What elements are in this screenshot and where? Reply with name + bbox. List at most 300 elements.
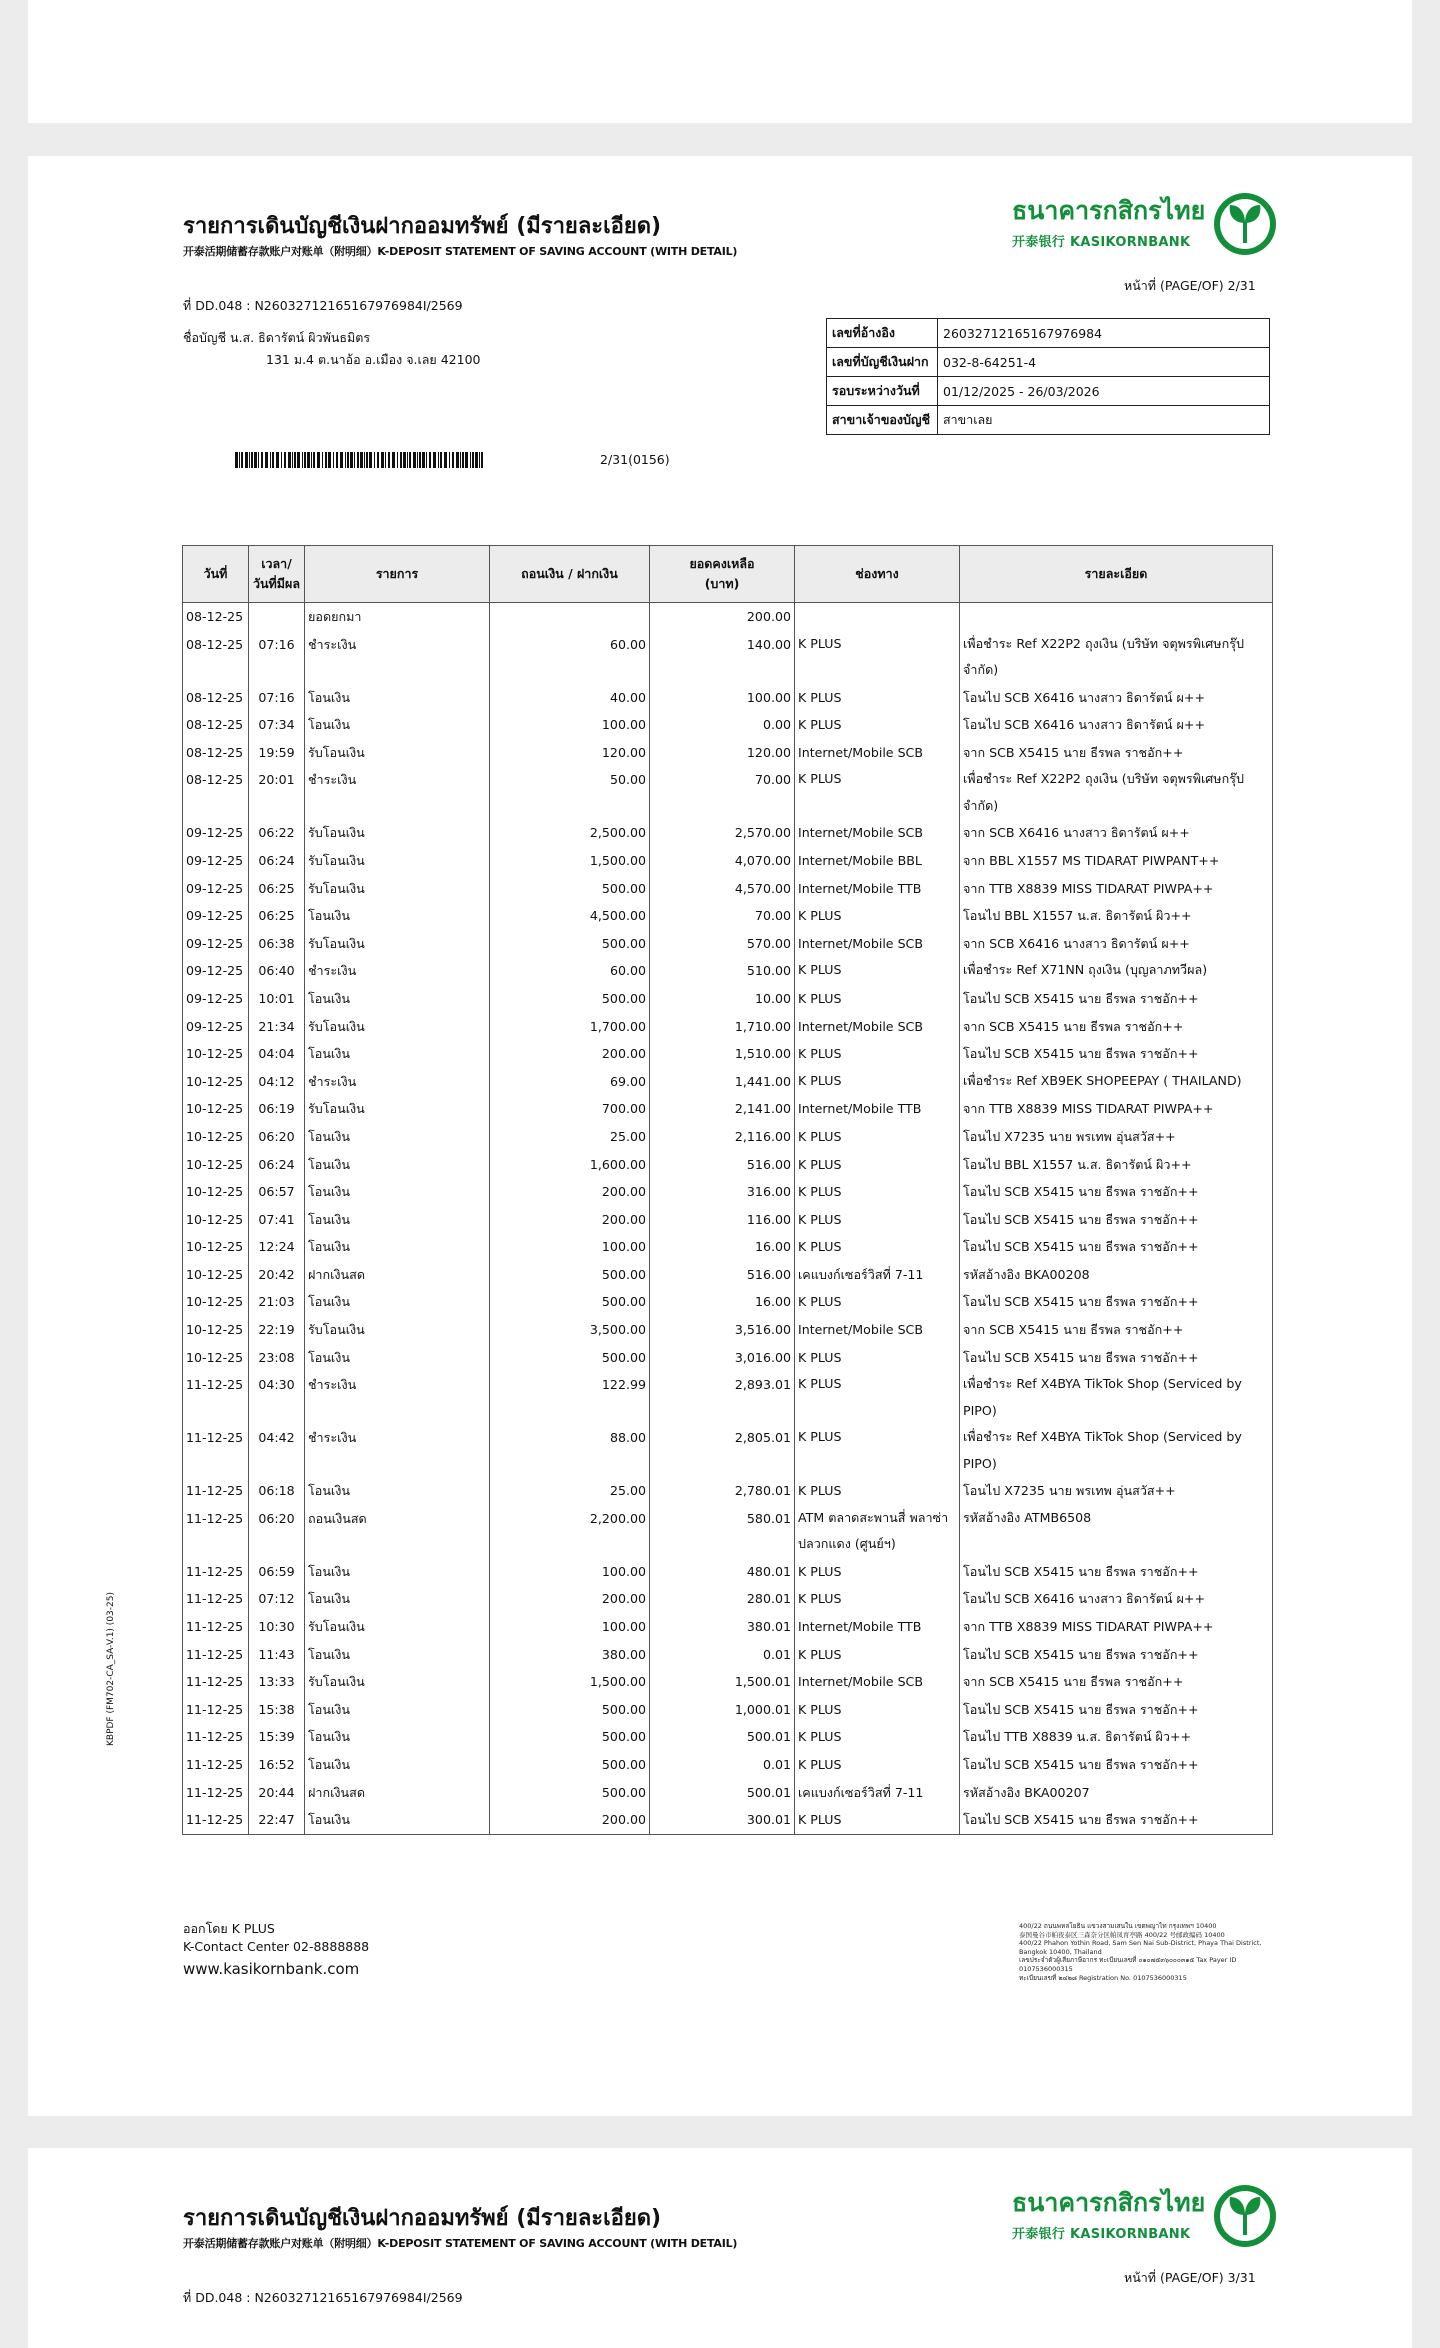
next-page-bank-logo <box>1012 2183 1272 2263</box>
cell-amount: 40.00 <box>490 684 650 712</box>
cell-channel: K PLUS <box>795 1477 960 1505</box>
customer-address: 131 ม.4 ต.นาอ้อ อ.เมือง จ.เลย 42100 <box>266 352 481 367</box>
cell-details: เพื่อชำระ Ref X4BYA TikTok Shop (Serviced by PIPO) <box>960 1424 1273 1477</box>
cell-details: โอนไป SCB X5415 นาย ธีรพล ราชอัก++ <box>960 1344 1273 1372</box>
cell-description: โอนเงิน <box>305 1178 490 1206</box>
cell-amount: 100.00 <box>490 1233 650 1261</box>
cell-time: 10:30 <box>249 1613 305 1641</box>
cell-details: เพื่อชำระ Ref X71NN ถุงเงิน (บุญลาภทวีผล) <box>960 957 1273 985</box>
table-row <box>183 1558 1273 1586</box>
cell-balance: 0.00 <box>650 711 795 739</box>
cell-description: โอนเงิน <box>305 1288 490 1316</box>
cell-date: 11-12-25 <box>183 1751 249 1779</box>
form-code: KBPDF (FM702-CA_SA-V.1) (03-25) <box>106 1592 116 1746</box>
cell-time: 20:44 <box>249 1779 305 1807</box>
cell-time: 06:40 <box>249 957 305 985</box>
cell-amount: 500.00 <box>490 985 650 1013</box>
cell-details: โอนไป X7235 นาย พรเทพ อุ่นสวัส++ <box>960 1477 1273 1505</box>
table-row <box>183 603 1273 631</box>
cell-balance: 380.01 <box>650 1613 795 1641</box>
cell-channel: K PLUS <box>795 1585 960 1613</box>
cell-details: จาก SCB X6416 นางสาว ธิดารัตน์ ผ++ <box>960 930 1273 958</box>
cell-balance: 1,500.01 <box>650 1668 795 1696</box>
cell-amount: 200.00 <box>490 1178 650 1206</box>
table-row <box>183 1288 1273 1316</box>
cell-description: ชำระเงิน <box>305 1371 490 1424</box>
cell-time: 06:20 <box>249 1123 305 1151</box>
bank-name-en: 开泰银行 KASIKORNBANK <box>1012 235 1191 250</box>
cell-description: รับโอนเงิน <box>305 819 490 847</box>
cell-description: โอนเงิน <box>305 1344 490 1372</box>
kbank-leaf-icon <box>1212 191 1278 257</box>
cell-time: 15:39 <box>249 1723 305 1751</box>
barcode-icon <box>235 452 489 468</box>
bank-address-fine-print <box>1019 1922 1279 1982</box>
cell-channel: Internet/Mobile SCB <box>795 819 960 847</box>
cell-amount: 200.00 <box>490 1585 650 1613</box>
cell-description: โอนเงิน <box>305 1806 490 1834</box>
cell-date: 10-12-25 <box>183 1178 249 1206</box>
table-row <box>183 766 1273 819</box>
cell-description: ชำระเงิน <box>305 766 490 819</box>
info-label: เลขที่อ้างอิง <box>827 319 938 348</box>
table-row <box>183 1613 1273 1641</box>
cell-description: โอนเงิน <box>305 711 490 739</box>
cell-amount: 2,500.00 <box>490 819 650 847</box>
cell-description: ฝากเงินสด <box>305 1261 490 1289</box>
next-document-ref: ที่ DD.048 : N26032712165167976984I/2569 <box>183 2290 463 2305</box>
cell-description: โอนเงิน <box>305 1040 490 1068</box>
cell-time: 06:18 <box>249 1477 305 1505</box>
cell-channel: K PLUS <box>795 711 960 739</box>
cell-details: โอนไป SCB X5415 นาย ธีรพล ราชอัก++ <box>960 1751 1273 1779</box>
cell-time: 07:34 <box>249 711 305 739</box>
cell-details: โอนไป SCB X5415 นาย ธีรพล ราชอัก++ <box>960 1641 1273 1669</box>
cell-time: 06:22 <box>249 819 305 847</box>
statement-subtitle: 开泰活期储蓄存款账户对账单（附明细）K-DEPOSIT STATEMENT OF SAVING ACCOUNT (WITH DETAIL) <box>183 245 738 258</box>
cell-description: ชำระเงิน <box>305 1068 490 1096</box>
cell-description: โอนเงิน <box>305 1723 490 1751</box>
table-row <box>183 847 1273 875</box>
cell-time: 07:41 <box>249 1206 305 1234</box>
fine-print-line: เลขประจำตัวผู้เสียภาษีอากร ทะเบียนเลขที่ ๐๑๐๗๕๓๖๐๐๐๓๑๕ Tax Payer ID 0107536000315 <box>1019 1956 1237 1973</box>
cell-time: 23:08 <box>249 1344 305 1372</box>
cell-time: 15:38 <box>249 1696 305 1724</box>
cell-details: โอนไป SCB X5415 นาย ธีรพล ราชอัก++ <box>960 1696 1273 1724</box>
cell-details: โอนไป SCB X5415 นาย ธีรพล ราชอัก++ <box>960 1178 1273 1206</box>
cell-balance: 516.00 <box>650 1151 795 1179</box>
cell-date: 08-12-25 <box>183 739 249 767</box>
cell-channel: Internet/Mobile SCB <box>795 930 960 958</box>
cell-description: โอนเงิน <box>305 902 490 930</box>
next-bank-name-en: 开泰银行 KASIKORNBANK <box>1012 2227 1191 2242</box>
cell-date: 11-12-25 <box>183 1806 249 1834</box>
cell-date: 10-12-25 <box>183 1261 249 1289</box>
info-row <box>827 406 1270 435</box>
info-value: 01/12/2025 - 26/03/2026 <box>938 377 1270 406</box>
table-row <box>183 1424 1273 1477</box>
column-header-time: เวลา/ วันที่มีผล <box>249 546 305 603</box>
cell-time: 13:33 <box>249 1668 305 1696</box>
cell-balance: 280.01 <box>650 1585 795 1613</box>
next-page-title: รายการเดินบัญชีเงินฝากออมทรัพย์ (มีรายละเอียด) <box>183 2206 662 2231</box>
cell-balance: 140.00 <box>650 631 795 684</box>
cell-description: โอนเงิน <box>305 1585 490 1613</box>
cell-time: 22:19 <box>249 1316 305 1344</box>
cell-time: 04:04 <box>249 1040 305 1068</box>
cell-channel: K PLUS <box>795 1806 960 1834</box>
cell-amount: 122.99 <box>490 1371 650 1424</box>
cell-balance: 2,805.01 <box>650 1424 795 1477</box>
table-row <box>183 1316 1273 1344</box>
table-row <box>183 739 1273 767</box>
cell-time: 06:24 <box>249 1151 305 1179</box>
cell-time: 06:19 <box>249 1095 305 1123</box>
cell-channel: Internet/Mobile TTB <box>795 1095 960 1123</box>
table-row <box>183 1696 1273 1724</box>
column-header-date: วันที่ <box>183 546 249 603</box>
document-ref: ที่ DD.048 : N26032712165167976984I/2569 <box>183 298 463 313</box>
cell-channel: K PLUS <box>795 766 960 819</box>
fine-print-line: 400/22 ถนนพหลโยธิน แขวงสามเสนใน เขตพญาไท กรุงเทพฯ 10400 <box>1019 1922 1217 1930</box>
cell-channel: K PLUS <box>795 957 960 985</box>
cell-date: 08-12-25 <box>183 684 249 712</box>
cell-details: โอนไป SCB X6416 นางสาว ธิดารัตน์ ผ++ <box>960 1585 1273 1613</box>
cell-balance: 2,570.00 <box>650 819 795 847</box>
cell-description: รับโอนเงิน <box>305 739 490 767</box>
cell-balance: 1,000.01 <box>650 1696 795 1724</box>
cell-balance: 510.00 <box>650 957 795 985</box>
cell-description: รับโอนเงิน <box>305 875 490 903</box>
cell-date: 08-12-25 <box>183 766 249 819</box>
cell-date: 10-12-25 <box>183 1233 249 1261</box>
cell-channel: Internet/Mobile SCB <box>795 1013 960 1041</box>
next-page-number: หน้าที่ (PAGE/OF) 3/31 <box>1124 2270 1256 2285</box>
info-value: 032-8-64251-4 <box>938 348 1270 377</box>
cell-date: 11-12-25 <box>183 1723 249 1751</box>
cell-date: 11-12-25 <box>183 1558 249 1586</box>
cell-date: 10-12-25 <box>183 1095 249 1123</box>
cell-amount: 500.00 <box>490 1751 650 1779</box>
cell-balance: 500.01 <box>650 1779 795 1807</box>
cell-amount: 1,500.00 <box>490 1668 650 1696</box>
cell-balance: 2,141.00 <box>650 1095 795 1123</box>
cell-details: จาก SCB X5415 นาย ธีรพล ราชอัก++ <box>960 1013 1273 1041</box>
cell-date: 09-12-25 <box>183 902 249 930</box>
cell-balance: 500.01 <box>650 1723 795 1751</box>
cell-balance: 2,116.00 <box>650 1123 795 1151</box>
fine-print-line: ทะเบียนเลขที่ ๒๔๒๘ Registration No. 0107536000315 <box>1019 1973 1187 1982</box>
cell-description: โอนเงิน <box>305 1123 490 1151</box>
cell-description: รับโอนเงิน <box>305 1013 490 1041</box>
cell-channel: K PLUS <box>795 1344 960 1372</box>
statement-page <box>28 156 1412 2116</box>
table-header-row <box>183 546 1273 603</box>
cell-amount: 500.00 <box>490 1344 650 1372</box>
cell-balance: 1,441.00 <box>650 1068 795 1096</box>
info-value: สาขาเลย <box>938 406 1270 435</box>
cell-channel: K PLUS <box>795 1371 960 1424</box>
cell-details <box>960 603 1273 631</box>
cell-details: โอนไป SCB X6416 นางสาว ธิดารัตน์ ผ++ <box>960 711 1273 739</box>
cell-description: โอนเงิน <box>305 1233 490 1261</box>
cell-amount: 1,700.00 <box>490 1013 650 1041</box>
cell-channel: Internet/Mobile TTB <box>795 875 960 903</box>
cell-date: 11-12-25 <box>183 1779 249 1807</box>
cell-channel <box>795 603 960 631</box>
cell-channel: K PLUS <box>795 1558 960 1586</box>
cell-date: 09-12-25 <box>183 875 249 903</box>
cell-details: โอนไป SCB X6416 นางสาว ธิดารัตน์ ผ++ <box>960 684 1273 712</box>
previous-page-bottom <box>28 0 1412 123</box>
table-row <box>183 985 1273 1013</box>
cell-description: โอนเงิน <box>305 985 490 1013</box>
cell-details: จาก SCB X5415 นาย ธีรพล ราชอัก++ <box>960 739 1273 767</box>
table-row <box>183 1505 1273 1558</box>
cell-description: รับโอนเงิน <box>305 847 490 875</box>
cell-description: ยอดยกมา <box>305 603 490 631</box>
cell-channel: K PLUS <box>795 1040 960 1068</box>
cell-details: เพื่อชำระ Ref XB9EK SHOPEEPAY ( THAILAND) <box>960 1068 1273 1096</box>
statement-title: รายการเดินบัญชีเงินฝากออมทรัพย์ (มีรายละเอียด) <box>183 214 662 239</box>
cell-channel: K PLUS <box>795 1751 960 1779</box>
cell-details: จาก TTB X8839 MISS TIDARAT PIWPA++ <box>960 875 1273 903</box>
column-header-details: รายละเอียด <box>960 546 1273 603</box>
cell-details: รหัสอ้างอิง ATMB6508 <box>960 1505 1273 1558</box>
cell-balance: 3,016.00 <box>650 1344 795 1372</box>
cell-balance: 3,516.00 <box>650 1316 795 1344</box>
cell-time: 19:59 <box>249 739 305 767</box>
column-header-channel: ช่องทาง <box>795 546 960 603</box>
cell-details: โอนไป SCB X5415 นาย ธีรพล ราชอัก++ <box>960 1233 1273 1261</box>
cell-date: 09-12-25 <box>183 847 249 875</box>
cell-date: 11-12-25 <box>183 1477 249 1505</box>
cell-details: จาก SCB X5415 นาย ธีรพล ราชอัก++ <box>960 1316 1273 1344</box>
cell-date: 08-12-25 <box>183 631 249 684</box>
cell-date: 09-12-25 <box>183 930 249 958</box>
cell-details: รหัสอ้างอิง BKA00207 <box>960 1779 1273 1807</box>
cell-amount: 50.00 <box>490 766 650 819</box>
cell-balance: 4,070.00 <box>650 847 795 875</box>
cell-date: 08-12-25 <box>183 711 249 739</box>
table-row <box>183 1779 1273 1807</box>
cell-time: 04:42 <box>249 1424 305 1477</box>
cell-details: โอนไป X7235 นาย พรเทพ อุ่นสวัส++ <box>960 1123 1273 1151</box>
fine-print-line: 400/22 Phahon Yothin Road, Sam Sen Nai Sub-District, Phaya Thai District, Bangkok 10400, Thailand <box>1019 1939 1262 1956</box>
cell-details: จาก TTB X8839 MISS TIDARAT PIWPA++ <box>960 1095 1273 1123</box>
cell-date: 11-12-25 <box>183 1371 249 1424</box>
table-row <box>183 875 1273 903</box>
transaction-table <box>182 545 1273 1835</box>
cell-date: 10-12-25 <box>183 1040 249 1068</box>
cell-date: 10-12-25 <box>183 1068 249 1096</box>
cell-description: รับโอนเงิน <box>305 1668 490 1696</box>
table-row <box>183 819 1273 847</box>
cell-date: 11-12-25 <box>183 1613 249 1641</box>
bank-website-link[interactable]: www.kasikornbank.com <box>183 1960 360 1978</box>
cell-balance: 200.00 <box>650 603 795 631</box>
cell-amount: 2,200.00 <box>490 1505 650 1558</box>
cell-channel: Internet/Mobile SCB <box>795 1668 960 1696</box>
cell-description: ชำระเงิน <box>305 1424 490 1477</box>
cell-amount: 100.00 <box>490 1558 650 1586</box>
cell-channel: เคแบงก์เซอร์วิสที่ 7-11 <box>795 1779 960 1807</box>
contact-center: K-Contact Center 02-8888888 <box>183 1939 370 1954</box>
cell-date: 09-12-25 <box>183 1013 249 1041</box>
info-label: เลขที่บัญชีเงินฝาก <box>827 348 938 377</box>
next-page-subtitle: 开泰活期储蓄存款账户对账单（附明细）K-DEPOSIT STATEMENT OF SAVING ACCOUNT (WITH DETAIL) <box>183 2237 738 2250</box>
column-header-description: รายการ <box>305 546 490 603</box>
cell-description: โอนเงิน <box>305 1558 490 1586</box>
cell-amount: 100.00 <box>490 1613 650 1641</box>
cell-date: 11-12-25 <box>183 1696 249 1724</box>
bank-name-th: ธนาคารกสิกรไทย <box>1012 196 1206 225</box>
cell-date: 09-12-25 <box>183 985 249 1013</box>
cell-channel: K PLUS <box>795 1206 960 1234</box>
account-name: ชื่อบัญชี น.ส. ธิดารัตน์ ผิวพันธมิตร <box>183 330 371 345</box>
bank-logo <box>1012 191 1272 271</box>
table-row <box>183 1178 1273 1206</box>
cell-amount: 3,500.00 <box>490 1316 650 1344</box>
cell-description: รับโอนเงิน <box>305 1613 490 1641</box>
cell-time: 12:24 <box>249 1233 305 1261</box>
cell-details: โอนไป SCB X5415 นาย ธีรพล ราชอัก++ <box>960 1040 1273 1068</box>
table-row <box>183 1233 1273 1261</box>
cell-channel: K PLUS <box>795 1151 960 1179</box>
cell-amount: 1,500.00 <box>490 847 650 875</box>
cell-time: 06:57 <box>249 1178 305 1206</box>
info-label: รอบระหว่างวันที่ <box>827 377 938 406</box>
cell-channel: K PLUS <box>795 1288 960 1316</box>
table-row <box>183 631 1273 684</box>
cell-description: ชำระเงิน <box>305 631 490 684</box>
cell-amount: 500.00 <box>490 1723 650 1751</box>
table-row <box>183 1751 1273 1779</box>
table-row <box>183 1477 1273 1505</box>
table-row <box>183 1585 1273 1613</box>
cell-time: 21:34 <box>249 1013 305 1041</box>
cell-time: 06:20 <box>249 1505 305 1558</box>
issued-by: ออกโดย K PLUS <box>183 1921 275 1936</box>
cell-channel: K PLUS <box>795 985 960 1013</box>
cell-time: 07:16 <box>249 684 305 712</box>
cell-date: 10-12-25 <box>183 1316 249 1344</box>
account-info-box <box>826 318 1270 435</box>
cell-amount: 500.00 <box>490 1261 650 1289</box>
cell-description: โอนเงิน <box>305 1477 490 1505</box>
cell-description: รับโอนเงิน <box>305 1316 490 1344</box>
cell-description: โอนเงิน <box>305 1206 490 1234</box>
cell-balance: 1,510.00 <box>650 1040 795 1068</box>
cell-balance: 116.00 <box>650 1206 795 1234</box>
cell-date: 10-12-25 <box>183 1206 249 1234</box>
cell-details: โอนไป SCB X5415 นาย ธีรพล ราชอัก++ <box>960 1558 1273 1586</box>
cell-time: 22:47 <box>249 1806 305 1834</box>
table-row <box>183 1068 1273 1096</box>
next-statement-page <box>28 2148 1412 2348</box>
cell-balance: 0.01 <box>650 1641 795 1669</box>
cell-balance: 516.00 <box>650 1261 795 1289</box>
fine-print-line: 泰国曼谷市帕夜泰区三森奈分区帕凤育亭路 400/22 号邮政编码 10400 <box>1019 1930 1225 1939</box>
cell-time: 04:30 <box>249 1371 305 1424</box>
kbank-leaf-icon <box>1212 2183 1278 2249</box>
cell-channel: K PLUS <box>795 1178 960 1206</box>
cell-channel: เคแบงก์เซอร์วิสที่ 7-11 <box>795 1261 960 1289</box>
cell-channel: ATM ตลาดสะพานสี่ พลาซ่า ปลวกแดง (ศูนย์ฯ) <box>795 1505 960 1558</box>
table-row <box>183 684 1273 712</box>
column-header-amount: ถอนเงิน / ฝากเงิน <box>490 546 650 603</box>
cell-time: 10:01 <box>249 985 305 1013</box>
cell-amount: 380.00 <box>490 1641 650 1669</box>
table-row <box>183 1151 1273 1179</box>
cell-channel: K PLUS <box>795 1641 960 1669</box>
cell-amount: 500.00 <box>490 1696 650 1724</box>
table-row <box>183 957 1273 985</box>
page-number: หน้าที่ (PAGE/OF) 2/31 <box>1124 278 1256 293</box>
table-row <box>183 1040 1273 1068</box>
cell-channel: K PLUS <box>795 1424 960 1477</box>
cell-description: โอนเงิน <box>305 1751 490 1779</box>
cell-balance: 480.01 <box>650 1558 795 1586</box>
cell-channel: Internet/Mobile SCB <box>795 1316 960 1344</box>
cell-details: รหัสอ้างอิง BKA00208 <box>960 1261 1273 1289</box>
cell-time: 06:59 <box>249 1558 305 1586</box>
page-code: 2/31(0156) <box>600 452 670 467</box>
cell-description: ถอนเงินสด <box>305 1505 490 1558</box>
cell-description: โอนเงิน <box>305 1696 490 1724</box>
cell-amount: 120.00 <box>490 739 650 767</box>
cell-description: โอนเงิน <box>305 684 490 712</box>
cell-amount: 25.00 <box>490 1477 650 1505</box>
cell-date: 10-12-25 <box>183 1123 249 1151</box>
cell-amount: 60.00 <box>490 957 650 985</box>
cell-description: ฝากเงินสด <box>305 1779 490 1807</box>
cell-details: โอนไป BBL X1557 น.ส. ธิดารัตน์ ผิว++ <box>960 1151 1273 1179</box>
cell-balance: 316.00 <box>650 1178 795 1206</box>
table-row <box>183 1095 1273 1123</box>
cell-channel: K PLUS <box>795 1723 960 1751</box>
info-label: สาขาเจ้าของบัญชี <box>827 406 938 435</box>
cell-details: จาก BBL X1557 MS TIDARAT PIWPANT++ <box>960 847 1273 875</box>
cell-amount: 4,500.00 <box>490 902 650 930</box>
next-bank-name-th: ธนาคารกสิกรไทย <box>1012 2188 1206 2217</box>
cell-time <box>249 603 305 631</box>
cell-balance: 120.00 <box>650 739 795 767</box>
cell-details: เพื่อชำระ Ref X22P2 ถุงเงิน (บริษัท จตุพรพิเศษกรุ๊ป จำกัด) <box>960 766 1273 819</box>
cell-date: 11-12-25 <box>183 1641 249 1669</box>
cell-details: เพื่อชำระ Ref X4BYA TikTok Shop (Serviced by PIPO) <box>960 1371 1273 1424</box>
cell-channel: K PLUS <box>795 684 960 712</box>
cell-channel: K PLUS <box>795 631 960 684</box>
cell-details: จาก SCB X6416 นางสาว ธิดารัตน์ ผ++ <box>960 819 1273 847</box>
footer-issuer <box>183 1920 369 1978</box>
table-row <box>183 1668 1273 1696</box>
cell-amount: 500.00 <box>490 875 650 903</box>
cell-amount <box>490 603 650 631</box>
column-header-balance: ยอดคงเหลือ (บาท) <box>650 546 795 603</box>
cell-time: 11:43 <box>249 1641 305 1669</box>
cell-amount: 500.00 <box>490 1288 650 1316</box>
cell-date: 11-12-25 <box>183 1585 249 1613</box>
table-row <box>183 711 1273 739</box>
cell-balance: 570.00 <box>650 930 795 958</box>
info-row <box>827 319 1270 348</box>
cell-amount: 100.00 <box>490 711 650 739</box>
cell-details: จาก TTB X8839 MISS TIDARAT PIWPA++ <box>960 1613 1273 1641</box>
cell-amount: 700.00 <box>490 1095 650 1123</box>
table-row <box>183 1806 1273 1834</box>
cell-balance: 300.01 <box>650 1806 795 1834</box>
